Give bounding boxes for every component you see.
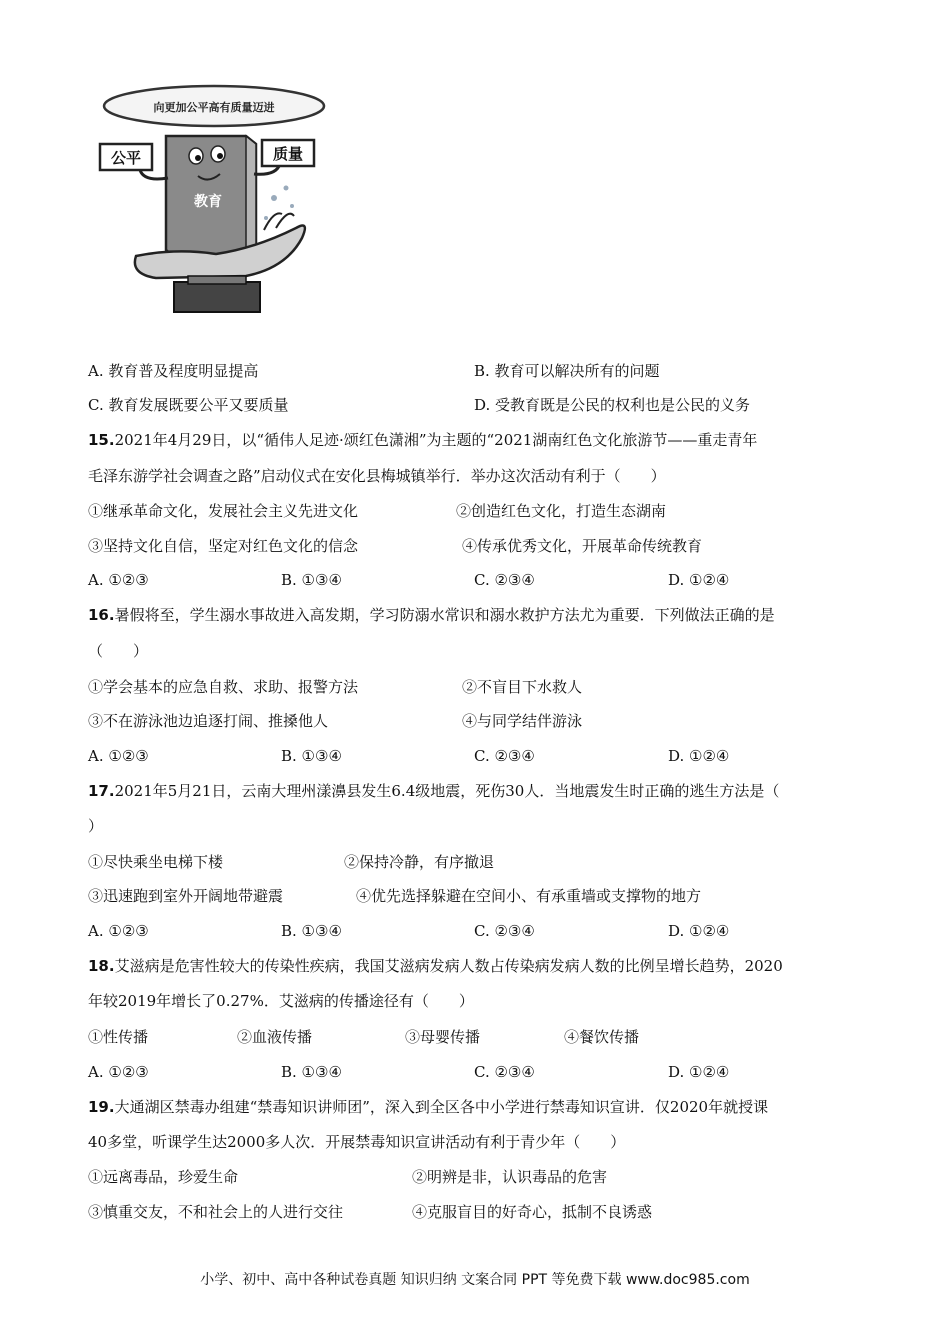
q18-option-a: A. ①②③ <box>88 1063 149 1081</box>
q15-stem-line2: 毛泽东游学社会调查之路”启动仪式在安化县梅城镇举行．举办这次活动有利于（ ） <box>88 467 666 485</box>
q18-option-d: D. ①②④ <box>668 1063 730 1081</box>
q18-stem-line2: 年较2019年增长了0.27%．艾滋病的传播途径有（ ） <box>88 992 474 1010</box>
q18-statement-3: ③母婴传播 <box>405 1028 481 1046</box>
q16-option-c: C. ②③④ <box>474 747 535 765</box>
q15-statement-4: ④传承优秀文化，开展革命传统教育 <box>462 537 703 555</box>
q19-statement-4: ④克服盲目的好奇心，抵制不良诱惑 <box>412 1203 653 1221</box>
q16-option-b: B. ①③④ <box>281 747 342 765</box>
q19-statement-2: ②明辨是非，认识毒品的危害 <box>412 1168 608 1186</box>
q15-statement-3: ③坚持文化自信，坚定对红色文化的信念 <box>88 537 359 555</box>
q15-statement-2: ②创造红色文化，打造生态湖南 <box>456 502 667 520</box>
banner-text: 向更加公平高有质量迈进 <box>153 101 275 114</box>
q14-option-b: B. 教育可以解决所有的问题 <box>474 362 660 380</box>
q17-stem-line1: 17.2021年5月21日，云南大理州漾濞县发生6.4级地震，死伤30人．当地震发生时正确的逃生方法是（ <box>88 782 780 800</box>
q15-stem-line1: 15.2021年4月29日，以“循伟人足迹·颂红色潇湘”为主题的“2021湖南红色文化旅游节——重走青年 <box>88 431 758 449</box>
q14-option-c: C. 教育发展既要公平又要质量 <box>88 396 289 414</box>
q18-statement-2: ②血液传播 <box>237 1028 313 1046</box>
q19-stem-line2: 40多堂，听课学生达2000多人次．开展禁毒知识宣讲活动有利于青少年（ ） <box>88 1133 626 1151</box>
q16-stem-line1: 16.暑假将至，学生溺水事故进入高发期，学习防溺水常识和溺水救护方法尤为重要．下列做法正确的是 <box>88 606 775 624</box>
q17-statement-4: ④优先选择躲避在空间小、有承重墙或支撑物的地方 <box>356 887 702 905</box>
q17-statement-2: ②保持冷静，有序撤退 <box>344 853 495 871</box>
q16-statement-2: ②不盲目下水救人 <box>462 678 583 696</box>
q17-statement-1: ①尽快乘坐电梯下楼 <box>88 853 224 871</box>
q15-option-a: A. ①②③ <box>88 571 149 589</box>
q14-option-a: A. 教育普及程度明显提高 <box>88 362 259 380</box>
q18-statement-1: ①性传播 <box>88 1028 149 1046</box>
q16-statement-3: ③不在游泳池边追逐打闹、推搡他人 <box>88 712 329 730</box>
q17-option-d: D. ①②④ <box>668 922 730 940</box>
q16-stem-line2: （ ） <box>88 642 149 660</box>
q15-statement-1: ①继承革命文化，发展社会主义先进文化 <box>88 502 359 520</box>
q14-option-d: D. 受教育既是公民的权利也是公民的义务 <box>474 396 751 414</box>
q17-option-b: B. ①③④ <box>281 922 342 940</box>
q19-stem-line1: 19.大通湖区禁毒办组建“禁毒知识讲师团”，深入到全区各中小学进行禁毒知识宣讲．仅2020年就授课 <box>88 1098 769 1116</box>
q18-option-c: C. ②③④ <box>474 1063 535 1081</box>
q17-option-c: C. ②③④ <box>474 922 535 940</box>
right-sign-text: 质量 <box>272 145 304 163</box>
q17-statement-3: ③迅速跑到室外开阔地带避震 <box>88 887 284 905</box>
q19-statement-1: ①远离毒品，珍爱生命 <box>88 1168 239 1186</box>
left-sign-text: 公平 <box>110 149 142 167</box>
q15-option-c: C. ②③④ <box>474 571 535 589</box>
q18-stem-line1: 18.艾滋病是危害性较大的传染性疾病，我国艾滋病发病人数占传染病发病人数的比例呈增长趋势，2020 <box>88 957 783 975</box>
q18-option-b: B. ①③④ <box>281 1063 342 1081</box>
book-label: 教育 <box>194 194 222 210</box>
q16-option-d: D. ①②④ <box>668 747 730 765</box>
q16-statement-4: ④与同学结伴游泳 <box>462 712 583 730</box>
q17-option-a: A. ①②③ <box>88 922 149 940</box>
q16-option-a: A. ①②③ <box>88 747 149 765</box>
q15-option-d: D. ①②④ <box>668 571 730 589</box>
page-footer: 小学、初中、高中各种试卷真题 知识归纳 文案合同 PPT 等免费下载 www.doc985.com <box>200 1272 750 1288</box>
education-cartoon-figure <box>96 78 336 318</box>
q19-statement-3: ③慎重交友，不和社会上的人进行交往 <box>88 1203 344 1221</box>
q16-statement-1: ①学会基本的应急自救、求助、报警方法 <box>88 678 359 696</box>
q18-statement-4: ④餐饮传播 <box>564 1028 640 1046</box>
q17-stem-line2: ） <box>88 817 104 835</box>
q15-option-b: B. ①③④ <box>281 571 342 589</box>
